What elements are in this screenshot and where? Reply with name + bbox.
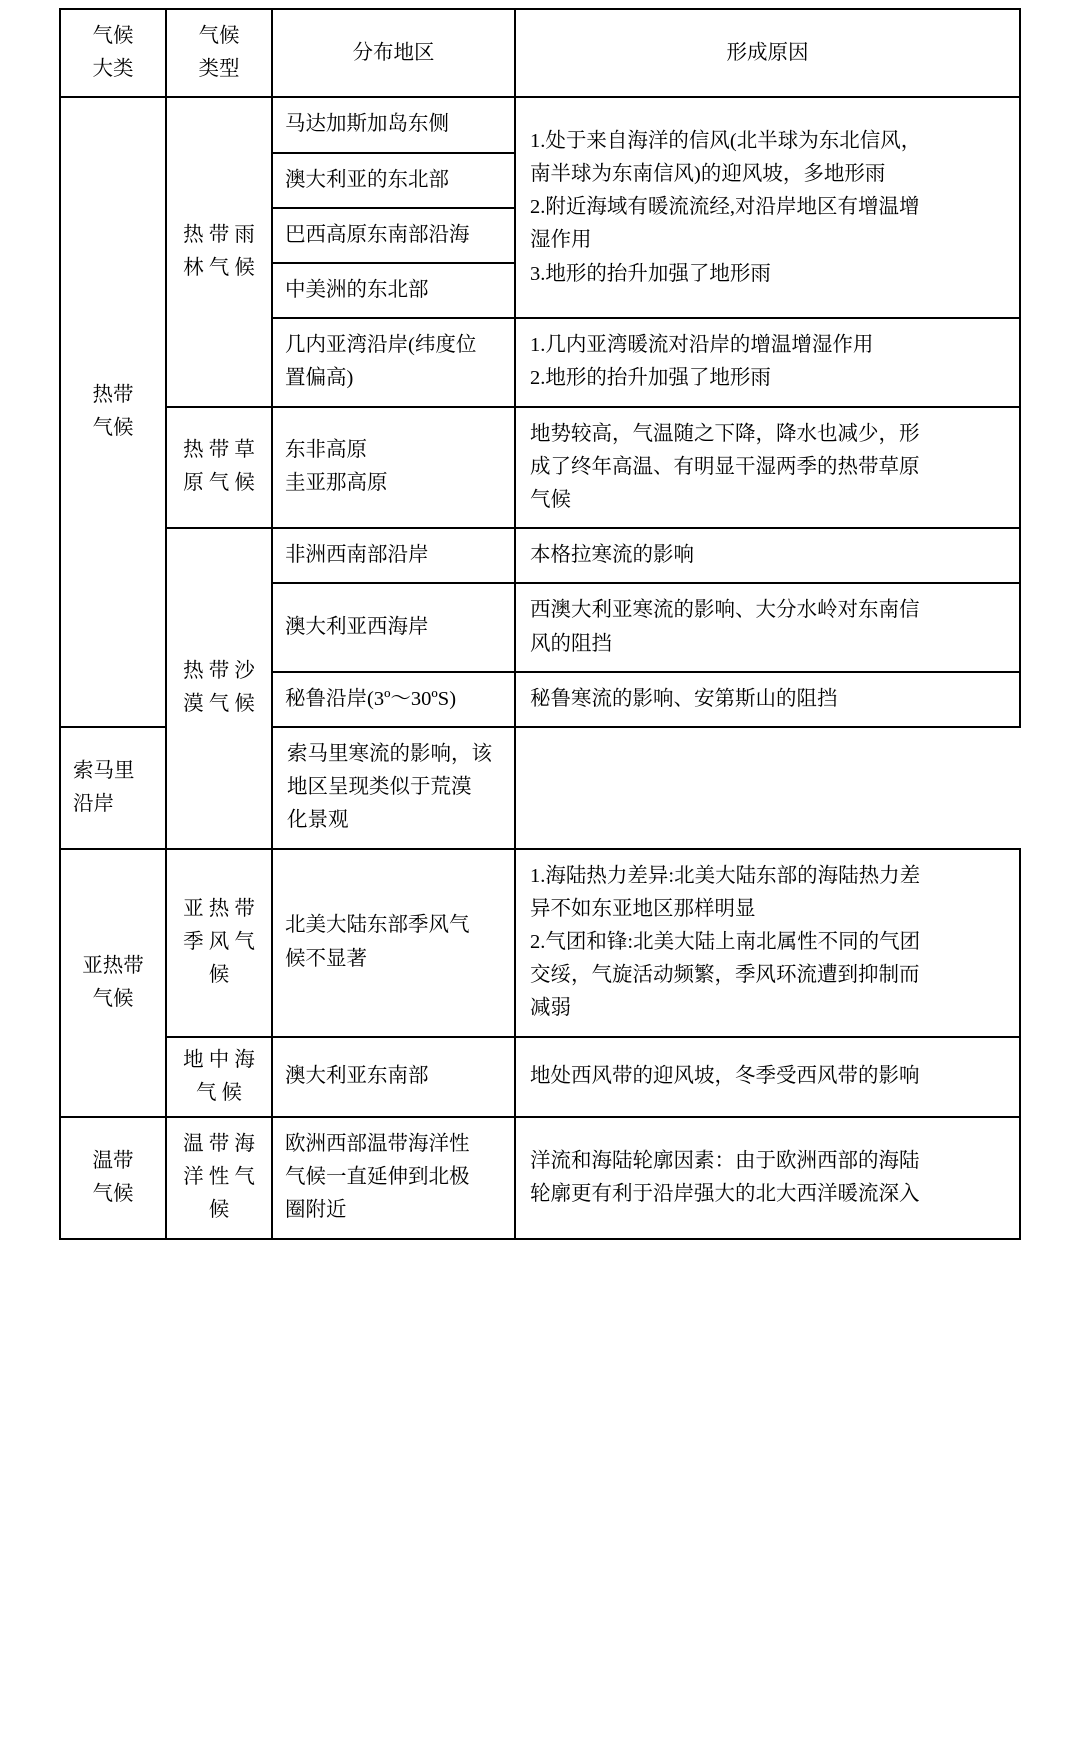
type-line: 季 风 气 bbox=[183, 931, 255, 954]
category-cell-tropical bbox=[60, 97, 166, 727]
reason-line: 索马里寒流的影响，该地区呈现类似于荒漠 bbox=[287, 743, 492, 799]
region-line: 气候一直延伸到北极 bbox=[285, 1166, 470, 1189]
reason-line: 1.几内亚湾暖流对沿岸的增温增湿作用 bbox=[530, 334, 874, 357]
reason-line: 西澳大利亚寒流的影响、大分水岭对东南信 bbox=[530, 599, 920, 622]
reason-line: 轮廓更有利于沿岸强大的北大西洋暖流深入 bbox=[530, 1182, 920, 1205]
region-cell bbox=[272, 263, 515, 318]
region-cell bbox=[272, 528, 515, 583]
category-line: 亚热带 bbox=[82, 954, 144, 977]
reason-line: 2.地形的抬升加强了地形雨 bbox=[530, 367, 771, 390]
type-cell-tropical-desert bbox=[166, 528, 272, 848]
table-header bbox=[60, 9, 1020, 97]
type-line: 热 带 沙 bbox=[183, 660, 255, 683]
reason-line: 南半球为东南信风)的迎风坡，多地形雨 bbox=[530, 163, 886, 185]
region-line: 置偏高) bbox=[285, 367, 354, 390]
region-line: 澳大利亚西海岸 bbox=[285, 616, 429, 639]
column-header-line: 分布地区 bbox=[352, 41, 435, 64]
type-line: 候 bbox=[208, 1199, 230, 1222]
reason-line: 2.附近海域有暖流流经,对沿岸地区有增温增 bbox=[530, 196, 920, 219]
region-line: 欧洲西部温带海洋性 bbox=[285, 1133, 470, 1156]
column-header-line: 大类 bbox=[92, 58, 134, 81]
type-line: 洋 性 气 bbox=[183, 1166, 255, 1189]
type-cell-tropical-savanna bbox=[166, 407, 272, 529]
category-line: 气候 bbox=[92, 417, 134, 440]
reason-cell bbox=[515, 849, 1020, 1037]
reason-line: 湿作用 bbox=[530, 229, 592, 252]
type-line: 温 带 海 bbox=[183, 1133, 255, 1156]
region-line: 非洲西南部沿岸 bbox=[285, 544, 429, 567]
reason-cell bbox=[515, 97, 1020, 318]
category-line: 温带 bbox=[92, 1149, 134, 1172]
reason-cell bbox=[515, 1037, 1020, 1117]
reason-line: 化景观 bbox=[287, 809, 349, 832]
reason-cell bbox=[515, 672, 1020, 727]
type-line: 漠 气 候 bbox=[183, 693, 255, 716]
type-line: 地 中 海 bbox=[183, 1048, 255, 1071]
column-header-line: 气候 bbox=[92, 25, 134, 47]
reason-line: 本格拉寒流的影响 bbox=[530, 544, 694, 567]
column-header-line: 类型 bbox=[198, 58, 240, 81]
table-row bbox=[60, 407, 1020, 529]
type-line: 候 bbox=[208, 964, 230, 987]
reason-line: 成了终年高温、有明显干湿两季的热带草原 bbox=[530, 455, 920, 478]
reason-line: 1.海陆热力差异:北美大陆东部的海陆热力差 bbox=[530, 864, 921, 887]
region-line: 几内亚湾沿岸(纬度位 bbox=[285, 334, 477, 357]
type-cell-tropical-rainforest bbox=[166, 97, 272, 406]
region-line: 巴西高原东南部沿海 bbox=[285, 223, 470, 246]
reason-line: 气候 bbox=[530, 489, 571, 512]
reason-cell bbox=[515, 407, 1020, 529]
type-cell-temperate-oceanic bbox=[166, 1117, 272, 1239]
type-line: 林 气 候 bbox=[183, 257, 255, 280]
region-cell bbox=[272, 672, 515, 727]
region-line: 索马里沿岸 bbox=[73, 759, 135, 815]
region-cell bbox=[272, 583, 515, 671]
climate-table bbox=[59, 8, 1021, 1240]
reason-cell bbox=[515, 318, 1020, 406]
type-cell-subtropical-monsoon bbox=[166, 849, 272, 1037]
table-row bbox=[60, 97, 1020, 152]
reason-cell bbox=[272, 727, 515, 849]
table-row bbox=[60, 1117, 1020, 1239]
column-header-formation-reason bbox=[515, 9, 1020, 97]
reason-cell bbox=[515, 528, 1020, 583]
type-line: 亚 热 带 bbox=[183, 897, 255, 920]
table-row bbox=[60, 849, 1020, 1037]
reason-line: 地势较高，气温随之下降，降水也减少，形 bbox=[530, 422, 920, 445]
region-cell bbox=[272, 153, 515, 208]
region-cell bbox=[272, 407, 515, 529]
reason-line: 2.气团和锋:北美大陆上南北属性不同的气团 bbox=[530, 931, 921, 954]
region-line: 澳大利亚东南部 bbox=[285, 1065, 429, 1088]
region-line: 北美大陆东部季风气 bbox=[285, 914, 470, 937]
reason-line: 3.地形的抬升加强了地形雨 bbox=[530, 262, 771, 285]
type-line: 热 带 雨 bbox=[183, 223, 255, 246]
reason-line: 异不如东亚地区那样明显 bbox=[530, 897, 756, 920]
table-body bbox=[60, 97, 1020, 1238]
region-cell bbox=[272, 318, 515, 406]
type-line: 原 气 候 bbox=[183, 472, 255, 495]
type-line: 热 带 草 bbox=[183, 439, 255, 462]
region-line: 秘鲁沿岸(3º～30ºS) bbox=[285, 687, 457, 710]
region-cell bbox=[272, 97, 515, 152]
category-line: 气候 bbox=[92, 987, 134, 1010]
reason-line: 减弱 bbox=[530, 997, 571, 1020]
region-line: 中美洲的东北部 bbox=[285, 279, 429, 302]
reason-line: 交绥，气旋活动频繁，季风环流遭到抑制而 bbox=[530, 964, 920, 987]
region-line: 东非高原 bbox=[285, 439, 367, 462]
reason-cell bbox=[515, 583, 1020, 671]
reason-cell bbox=[515, 1117, 1020, 1239]
column-header-line: 形成原因 bbox=[726, 41, 809, 64]
column-header-climate-type bbox=[166, 9, 272, 97]
region-line: 圈附近 bbox=[285, 1199, 347, 1222]
region-cell bbox=[272, 208, 515, 263]
category-line: 气候 bbox=[92, 1182, 134, 1205]
region-cell bbox=[272, 849, 515, 1037]
category-cell-temperate bbox=[60, 1117, 166, 1239]
reason-line: 洋流和海陆轮廓因素：由于欧洲西部的海陆 bbox=[530, 1149, 920, 1172]
region-line: 澳大利亚的东北部 bbox=[285, 168, 449, 191]
region-line: 马达加斯加岛东侧 bbox=[285, 113, 449, 136]
table-row bbox=[60, 528, 1020, 583]
table-row bbox=[60, 1037, 1020, 1117]
region-line: 候不显著 bbox=[285, 947, 367, 970]
column-header-distribution-area bbox=[272, 9, 515, 97]
region-cell bbox=[272, 1117, 515, 1239]
table-header-row bbox=[60, 9, 1020, 97]
reason-line: 秘鲁寒流的影响、安第斯山的阻挡 bbox=[530, 687, 838, 710]
type-cell-mediterranean bbox=[166, 1037, 272, 1117]
region-cell bbox=[60, 727, 166, 849]
column-header-climate-category bbox=[60, 9, 166, 97]
category-line: 热带 bbox=[92, 384, 134, 407]
region-line: 圭亚那高原 bbox=[285, 472, 388, 495]
column-header-line: 气候 bbox=[198, 25, 240, 47]
reason-line: 地处西风带的迎风坡，冬季受西风带的影响 bbox=[530, 1065, 920, 1088]
region-cell bbox=[272, 1037, 515, 1117]
reason-line: 风的阻挡 bbox=[530, 632, 612, 655]
category-cell-subtropical bbox=[60, 849, 166, 1117]
type-line: 气 候 bbox=[195, 1081, 243, 1104]
reason-line: 1.处于来自海洋的信风(北半球为东北信风， bbox=[530, 129, 922, 152]
